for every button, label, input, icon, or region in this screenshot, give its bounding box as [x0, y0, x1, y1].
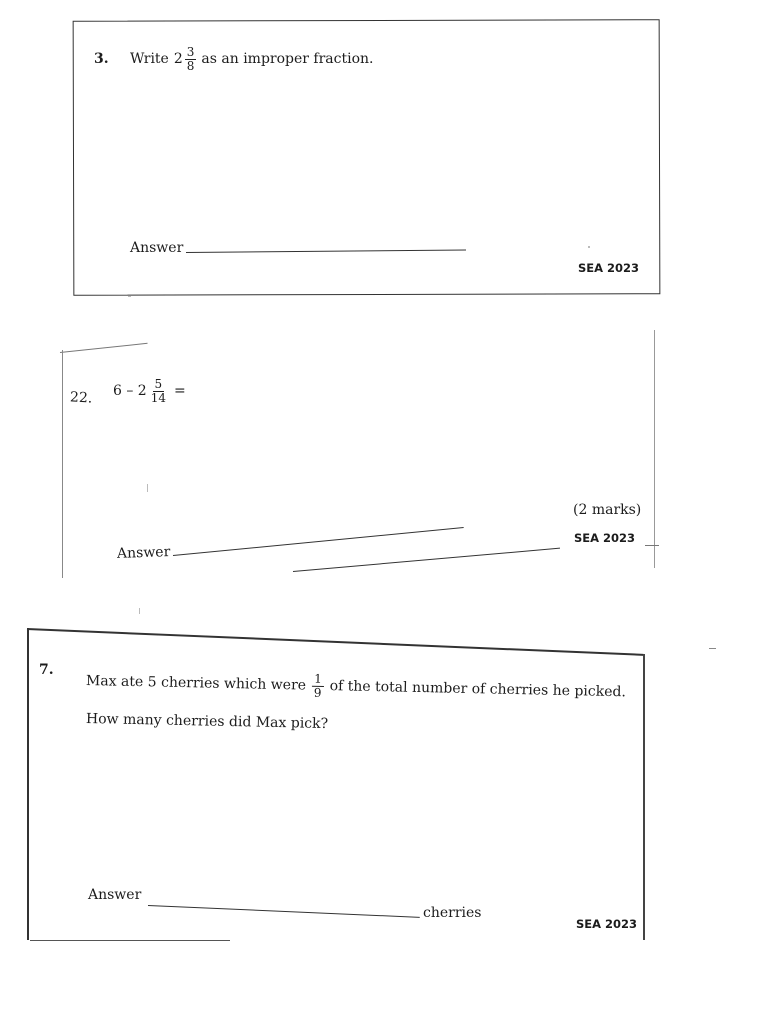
question-22-source-label: SEA 2023 [574, 531, 636, 545]
question-7-bottom-edge [30, 940, 230, 941]
question-22-fraction-numerator: 5 [154, 376, 163, 391]
question-7-line-1-prefix: Max ate 5 cherries which were [85, 673, 307, 694]
question-3-fraction-numerator: 3 [186, 44, 195, 59]
question-7-answer-unit: cherries [423, 905, 482, 921]
question-22-prompt [113, 373, 186, 409]
question-22-left-edge [62, 350, 63, 578]
scan-speck [709, 648, 716, 649]
question-22-expression-prefix: 6 – 2 [113, 383, 147, 399]
question-3-fraction [185, 46, 197, 73]
question-3-source-label: SEA 2023 [578, 261, 640, 275]
question-22-number: 22. [69, 389, 93, 407]
question-7-number: 7. [39, 662, 54, 678]
question-22-fraction [149, 378, 168, 405]
question-22-top-edge [60, 343, 148, 353]
question-22-answer-label: Answer [116, 544, 171, 562]
question-22-answer-line-2[interactable] [293, 548, 560, 572]
question-7-source-label: SEA 2023 [576, 917, 638, 931]
question-7-prompt-line-2: How many cherries did Max pick? [85, 711, 329, 733]
question-22-right-edge [654, 330, 655, 568]
question-7-prompt-line-1 [86, 662, 627, 711]
question-22-side-tick [645, 545, 659, 546]
question-7-right-edge [643, 654, 645, 940]
question-22-equals-sign: = [174, 383, 186, 399]
question-3-fraction-denominator: 8 [186, 58, 195, 73]
question-3-suffix: as an improper fraction. [201, 51, 374, 67]
scan-speck [588, 246, 590, 248]
scan-speck [147, 484, 148, 492]
question-7-answer-line[interactable] [148, 905, 420, 918]
question-3-whole-number: 2 [173, 51, 183, 67]
question-3-prompt [130, 41, 374, 77]
question-7-top-edge [27, 628, 644, 655]
question-3-answer-label: Answer [130, 240, 184, 256]
question-3-prefix: Write [130, 51, 169, 67]
question-22-answer-line-1[interactable] [173, 527, 464, 556]
question-7-line-1-suffix: of the total number of cherries he picked. [329, 678, 627, 701]
question-3-number: 3. [94, 51, 109, 67]
scan-speck [128, 296, 131, 297]
question-7-fraction-denominator: 9 [313, 685, 322, 700]
question-7-answer-label: Answer [88, 887, 142, 903]
question-22-fraction-denominator: 14 [150, 390, 166, 405]
question-7-fraction [312, 672, 324, 699]
question-7-fraction-numerator: 1 [312, 672, 324, 686]
question-22-marks: (2 marks) [573, 502, 642, 518]
scan-speck [139, 608, 140, 614]
question-7-left-edge [27, 628, 29, 940]
